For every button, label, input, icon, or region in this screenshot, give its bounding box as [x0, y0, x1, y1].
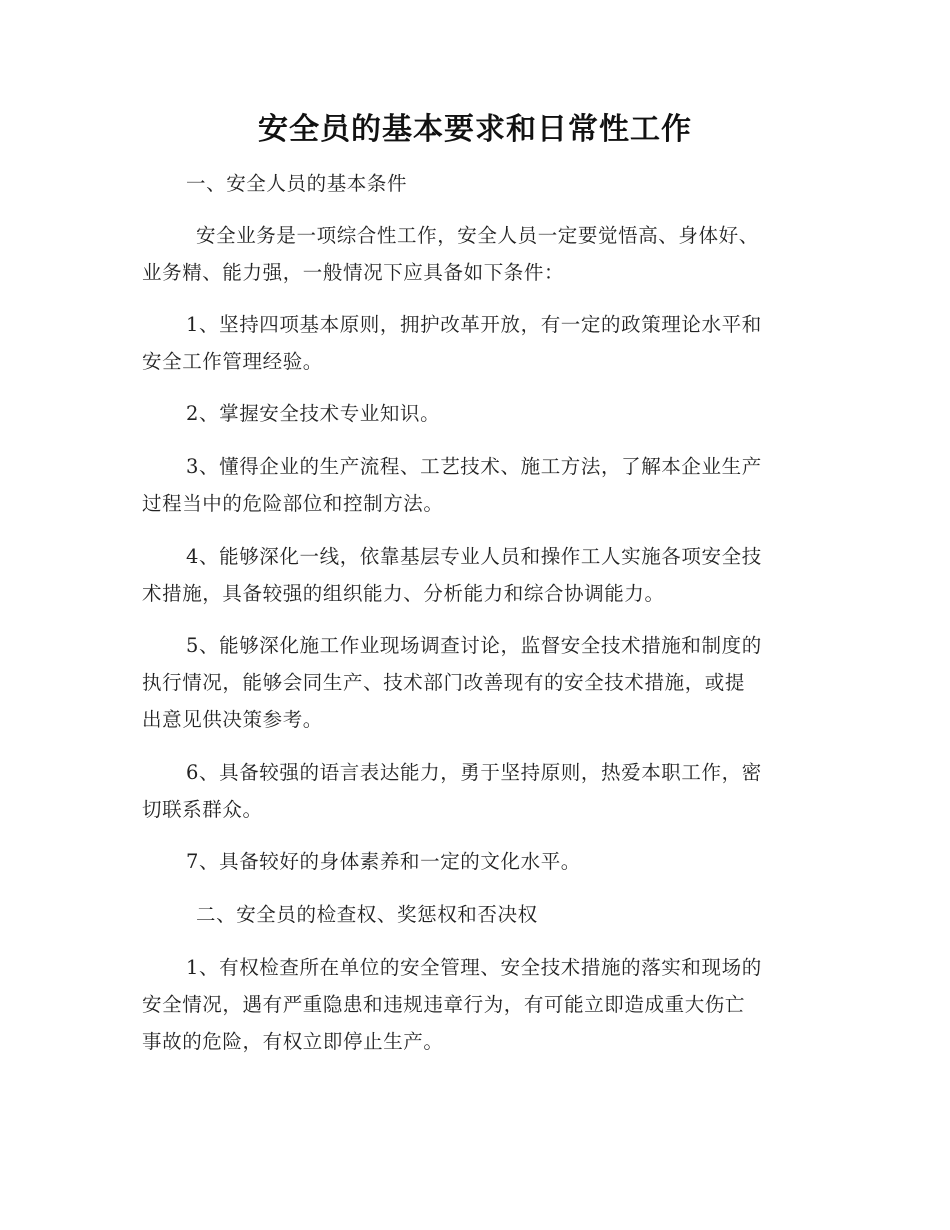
list-item-line: 6、具备较强的语言表达能力，勇于坚持原则，热爱本职工作，密: [186, 761, 762, 784]
document-title: 安全员的基本要求和日常性工作: [258, 112, 692, 147]
list-item-line: 3、懂得企业的生产流程、工艺技术、施工方法，了解本企业生产: [186, 455, 762, 478]
list-item-line: 2、掌握安全技术专业知识。: [186, 402, 441, 425]
section-heading: 二、安全员的检查权、奖惩权和否决权: [196, 903, 538, 926]
list-item-line: 切联系群众。: [142, 798, 263, 821]
list-item-line: 术措施，具备较强的组织能力、分析能力和综合协调能力。: [142, 582, 665, 605]
list-item-line: 安全工作管理经验。: [142, 350, 323, 373]
list-item-line: 4、能够深化一线，依靠基层专业人员和操作工人实施各项安全技: [186, 545, 762, 568]
list-item-line: 过程当中的危险部位和控制方法。: [142, 492, 444, 515]
list-item-line: 出意见供决策参考。: [142, 708, 323, 731]
list-item-line: 安全情况，遇有严重隐患和违规违章行为，有可能立即造成重大伤亡: [142, 993, 746, 1016]
paragraph-line: 业务精、能力强，一般情况下应具备如下条件：: [142, 261, 565, 284]
list-item-line: 1、坚持四项基本原则，拥护改革开放，有一定的政策理论水平和: [186, 313, 762, 336]
list-item-line: 事故的危险，有权立即停止生产。: [142, 1030, 444, 1053]
paragraph-line: 安全业务是一项综合性工作，安全人员一定要觉悟高、身体好、: [196, 224, 759, 247]
list-item-line: 执行情况，能够会同生产、技术部门改善现有的安全技术措施，或提: [142, 671, 746, 694]
list-item-line: 7、具备较好的身体素养和一定的文化水平。: [186, 850, 581, 873]
list-item-line: 5、能够深化施工作业现场调查讨论，监督安全技术措施和制度的: [186, 634, 762, 657]
section-heading: 一、安全人员的基本条件: [186, 172, 408, 195]
list-item-line: 1、有权检查所在单位的安全管理、安全技术措施的落实和现场的: [186, 956, 762, 979]
